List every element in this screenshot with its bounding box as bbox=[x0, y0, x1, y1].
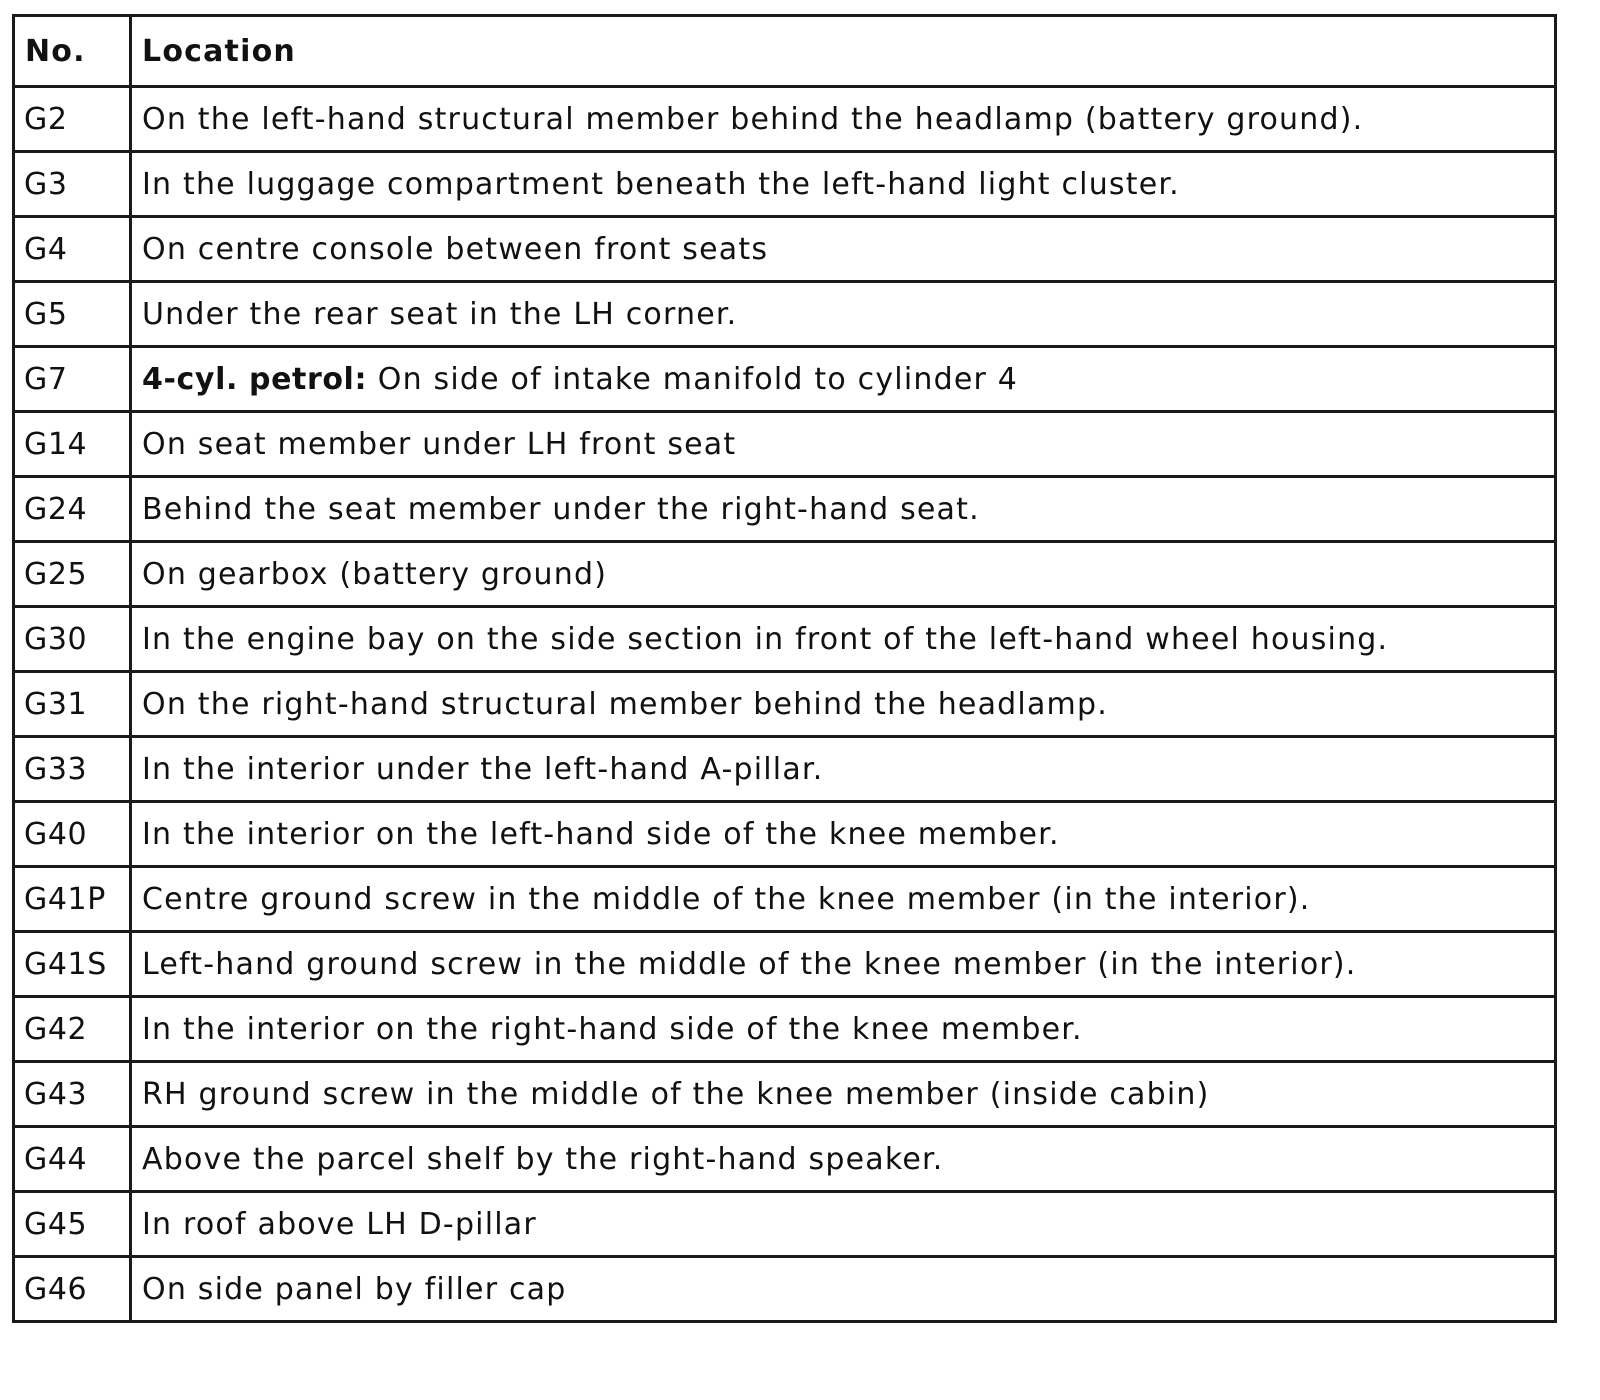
table-row bbox=[14, 1062, 1556, 1127]
location-text: On side panel by filler cap bbox=[142, 1271, 567, 1307]
column-header-no: No. bbox=[14, 16, 131, 87]
location-text: On side of intake manifold to cylinder 4 bbox=[377, 361, 1019, 397]
table-row bbox=[14, 152, 1556, 217]
location-text: Left-hand ground screw in the middle of the knee member (in the interior). bbox=[142, 946, 1357, 982]
ground-number-cell: G41S bbox=[14, 932, 131, 997]
location-text: On gearbox (battery ground) bbox=[142, 556, 608, 592]
table-row bbox=[14, 87, 1556, 152]
engine-variant-label: 4-cyl. petrol: bbox=[142, 361, 368, 397]
location-cell bbox=[131, 152, 1556, 217]
table-row bbox=[14, 477, 1556, 542]
ground-number-cell: G33 bbox=[14, 737, 131, 802]
ground-number-cell: G4 bbox=[14, 217, 131, 282]
location-text: On the right-hand structural member behind the headlamp. bbox=[142, 686, 1108, 722]
table-row bbox=[14, 932, 1556, 997]
location-text: Centre ground screw in the middle of the knee member (in the interior). bbox=[142, 881, 1311, 917]
location-cell bbox=[131, 347, 1556, 412]
location-text: On the left-hand structural member behind the headlamp (battery ground). bbox=[142, 101, 1364, 137]
location-cell bbox=[131, 607, 1556, 672]
location-text: In the interior on the left-hand side of the knee member. bbox=[142, 816, 1060, 852]
location-cell bbox=[131, 932, 1556, 997]
ground-number-cell: G40 bbox=[14, 802, 131, 867]
location-text: In the engine bay on the side section in front of the left-hand wheel housing. bbox=[142, 621, 1389, 657]
ground-number-cell: G2 bbox=[14, 87, 131, 152]
table-row bbox=[14, 1192, 1556, 1257]
table-header-row bbox=[14, 16, 1556, 87]
table-row bbox=[14, 347, 1556, 412]
ground-number-cell: G3 bbox=[14, 152, 131, 217]
table-row bbox=[14, 412, 1556, 477]
table-row bbox=[14, 217, 1556, 282]
ground-number-cell: G14 bbox=[14, 412, 131, 477]
location-cell bbox=[131, 477, 1556, 542]
table-row bbox=[14, 1127, 1556, 1192]
table-row bbox=[14, 672, 1556, 737]
ground-locations-table bbox=[12, 14, 1557, 1323]
location-cell bbox=[131, 542, 1556, 607]
location-text: RH ground screw in the middle of the knee member (inside cabin) bbox=[142, 1076, 1210, 1112]
ground-number-cell: G30 bbox=[14, 607, 131, 672]
table-body bbox=[14, 87, 1556, 1322]
location-text: On centre console between front seats bbox=[142, 231, 769, 267]
location-text: In roof above LH D-pillar bbox=[142, 1206, 537, 1242]
location-cell bbox=[131, 412, 1556, 477]
location-cell bbox=[131, 87, 1556, 152]
table-row bbox=[14, 607, 1556, 672]
location-text: Under the rear seat in the LH corner. bbox=[142, 296, 738, 332]
column-header-location: Location bbox=[131, 16, 1556, 87]
location-cell bbox=[131, 1192, 1556, 1257]
table-row bbox=[14, 997, 1556, 1062]
location-cell bbox=[131, 282, 1556, 347]
ground-number-cell: G31 bbox=[14, 672, 131, 737]
location-text: In the interior under the left-hand A-pillar. bbox=[142, 751, 824, 787]
location-text: On seat member under LH front seat bbox=[142, 426, 737, 462]
location-text: In the interior on the right-hand side of the knee member. bbox=[142, 1011, 1083, 1047]
ground-number-cell: G44 bbox=[14, 1127, 131, 1192]
location-cell bbox=[131, 672, 1556, 737]
ground-number-cell: G42 bbox=[14, 997, 131, 1062]
ground-number-cell: G41P bbox=[14, 867, 131, 932]
ground-number-cell: G43 bbox=[14, 1062, 131, 1127]
location-text: In the luggage compartment beneath the left-hand light cluster. bbox=[142, 166, 1180, 202]
location-text: Above the parcel shelf by the right-hand speaker. bbox=[142, 1141, 944, 1177]
table-row bbox=[14, 282, 1556, 347]
location-cell bbox=[131, 1257, 1556, 1322]
location-cell bbox=[131, 1127, 1556, 1192]
table-row bbox=[14, 867, 1556, 932]
location-text: Behind the seat member under the right-hand seat. bbox=[142, 491, 980, 527]
table-row bbox=[14, 542, 1556, 607]
location-cell bbox=[131, 217, 1556, 282]
location-cell bbox=[131, 867, 1556, 932]
ground-number-cell: G25 bbox=[14, 542, 131, 607]
location-cell bbox=[131, 1062, 1556, 1127]
location-cell bbox=[131, 802, 1556, 867]
table-row bbox=[14, 737, 1556, 802]
location-cell bbox=[131, 997, 1556, 1062]
table-row bbox=[14, 1257, 1556, 1322]
table-row bbox=[14, 802, 1556, 867]
ground-number-cell: G5 bbox=[14, 282, 131, 347]
ground-number-cell: G46 bbox=[14, 1257, 131, 1322]
ground-number-cell: G24 bbox=[14, 477, 131, 542]
location-cell bbox=[131, 737, 1556, 802]
ground-number-cell: G45 bbox=[14, 1192, 131, 1257]
ground-number-cell: G7 bbox=[14, 347, 131, 412]
